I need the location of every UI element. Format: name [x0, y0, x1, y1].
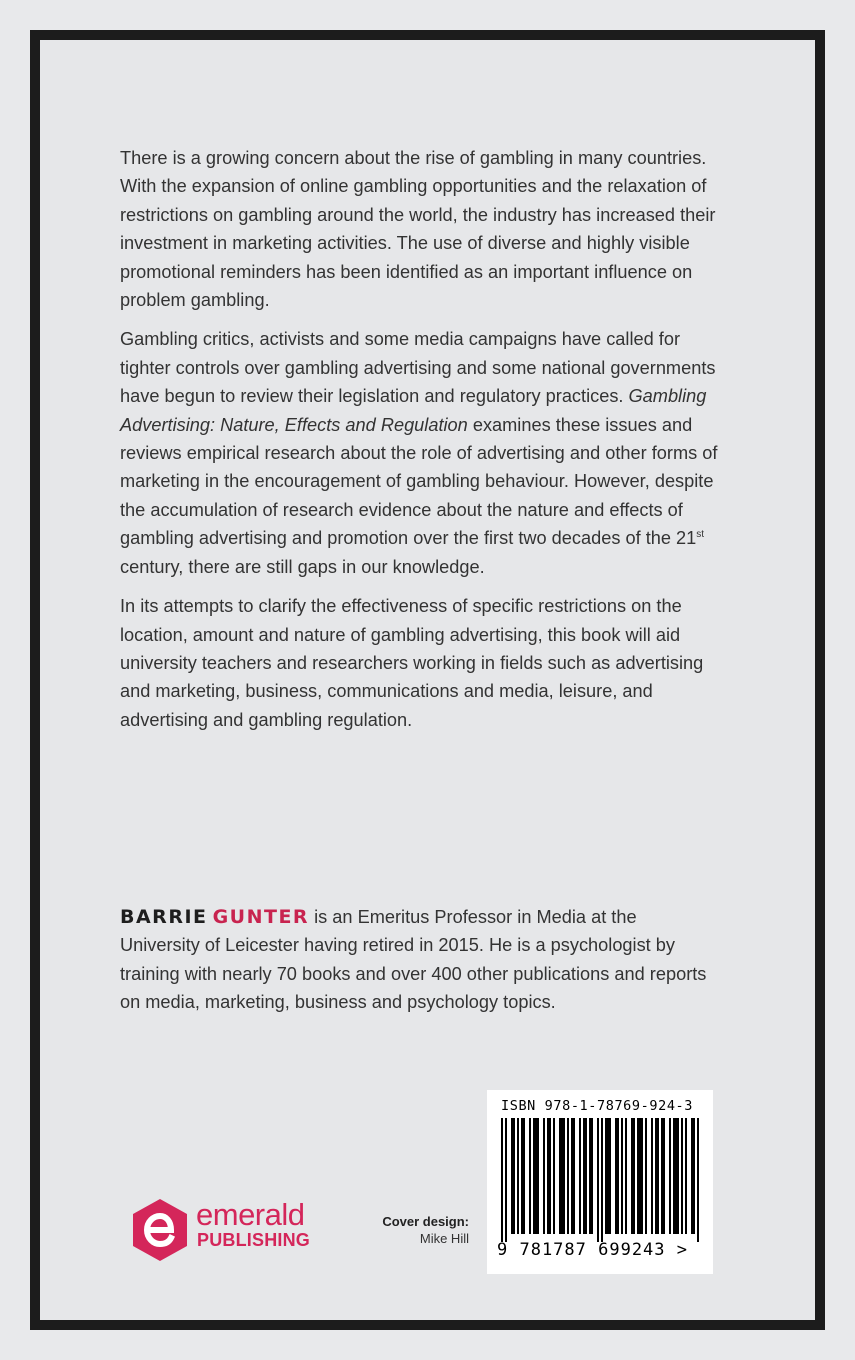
- blurb-p2-start: Gambling critics, activists and some media campaigns have called for tighter controls over gambling advertising and some national governments have begun to review their legislation and regulatory practices.: [120, 329, 716, 407]
- ordinal-superscript: st: [696, 529, 705, 541]
- emerald-hexagon-icon: [131, 1197, 189, 1263]
- blurb-paragraph-2: [120, 325, 720, 581]
- author-bio: [120, 903, 720, 1017]
- blurb-text: [120, 144, 720, 745]
- publisher-subtitle: PUBLISHING: [197, 1230, 311, 1250]
- book-title-italic: Gambling Advertising: Nature, Effects and Regulation: [120, 386, 707, 435]
- barcode-panel: [487, 1090, 713, 1274]
- blurb-p2-middle: examines these issues and reviews empirical research about the role of advertising and other forms of marketing in the encouragement of gambling behaviour. However, despite the accumulation of research evidence about the nature and effects of gambling advertising and promotion over the first two decades of the 21: [120, 414, 718, 549]
- isbn-digits: 9 781787 699243 >: [497, 1240, 688, 1260]
- publisher-name: emerald: [196, 1197, 305, 1232]
- author-first-name: BARRIE: [120, 906, 208, 928]
- barcode-icon: [501, 1118, 701, 1242]
- blurb-paragraph-1: There is a growing concern about the rise of gambling in many countries. With the expansion of online gambling opportunities and the relaxation of restrictions on gambling around the world, the industry has increased their investment in marketing activities. The use of diverse and highly visible promotional reminders has been identified as an important influence on problem gambling.: [120, 148, 716, 311]
- blurb-p2-end: century, there are still gaps in our knowledge.: [120, 556, 485, 577]
- cover-designer-name: Mike Hill: [419, 1231, 469, 1246]
- isbn-label: ISBN 978-1-78769-924-3: [501, 1098, 694, 1114]
- cover-credit-label: Cover design:: [382, 1214, 469, 1229]
- author-bio-text: is an Emeritus Professor in Media at the University of Leicester having retired in 2015. He is a psychologist by training with nearly 70 books and over 400 other publications and reports on media, marketing, business and psychology topics.: [120, 907, 707, 1013]
- publisher-logo: [131, 1197, 331, 1263]
- cover-credit: [382, 1213, 469, 1247]
- author-last-name: GUNTER: [212, 906, 310, 928]
- blurb-paragraph-3: In its attempts to clarify the effectiveness of specific restrictions on the location, amount and nature of gambling advertising, this book will aid university teachers and researchers working in fields such as advertising and marketing, business, communications and media, leisure, and advertising and gambling regulation.: [120, 596, 704, 730]
